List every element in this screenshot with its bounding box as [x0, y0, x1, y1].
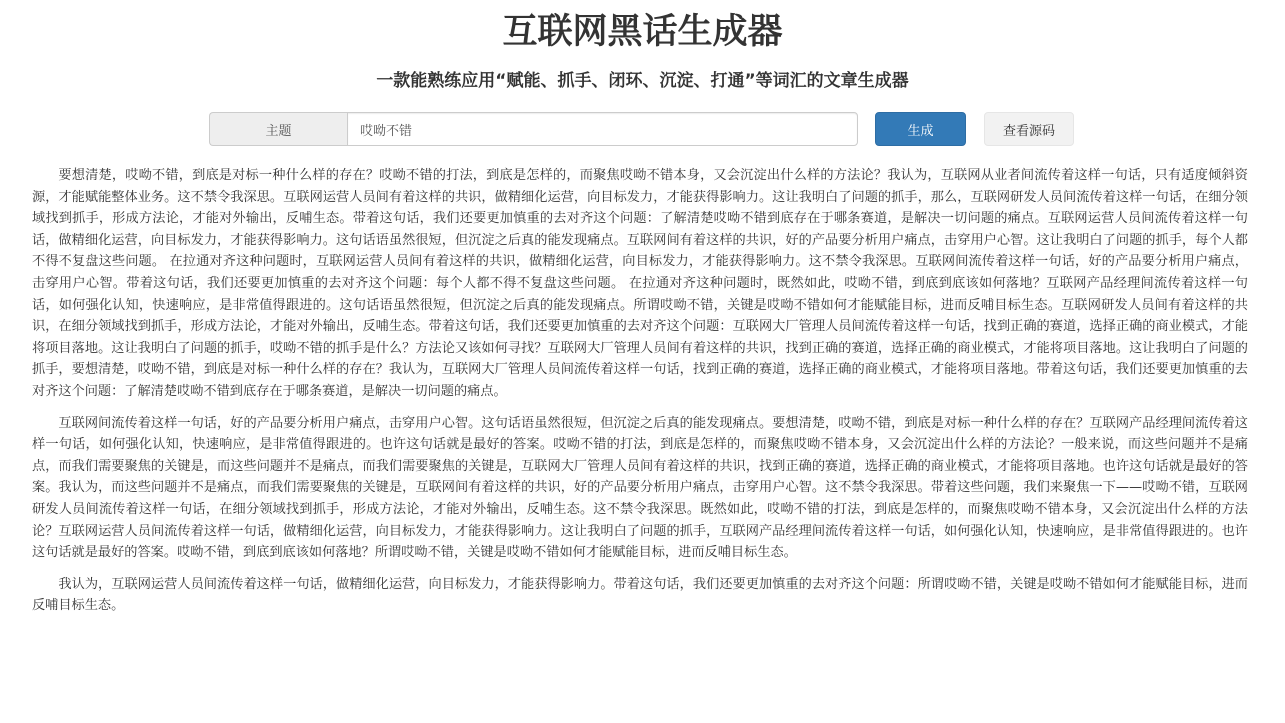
- view-source-button[interactable]: 查看源码: [984, 112, 1074, 146]
- page-subtitle: 一款能熟练应用“赋能、抓手、闭环、沉淀、打通”等词汇的文章生成器: [376, 71, 909, 91]
- page-title: 互联网黑话生成器: [502, 12, 783, 52]
- topic-input-group: [209, 112, 858, 146]
- article-paragraph: 互联网间流传着这样一句话，好的产品要分析用户痛点，击穿用户心智。这句话语虽然很短，但沉淀之后真的能发现痛点。要想清楚，哎呦不错，到底是对标一种什么样的存在？互联网产品经理间流传着这样一句话，如何强化认知，快速响应，是非常值得跟进的。也许这句话就是最好的答案。哎呦不错的打法，到底是怎样的，而聚焦哎呦不错本身，又会沉淀出什么样的方法论？一般来说，而这些问题并不是痛点，而我们需要聚焦的关键是，而这些问题并不是痛点，而我们需要聚焦的关键是，互联网大厂管理人员间有着这样的共识，找到正确的赛道，选择正确的商业模式，才能将项目落地。也许这句话就是最好的答案。我认为，而这些问题并不是痛点，而我们需要聚焦的关键是，互联网间有着这样的共识，好的产品要分析用户痛点，击穿用户心智。这不禁令我深思。带着这些问题，我们来聚焦一下——哎呦不错，互联网研发人员间流传着这样一句话，在细分领域找到抓手，形成方法论，才能对外输出，反哺生态。这不禁令我深思。既然如此，哎呦不错的打法，到底是怎样的，而聚焦哎呦不错本身，又会沉淀出什么样的方法论？互联网运营人员间流传着这样一句话，做精细化运营，向目标发力，才能获得影响力。这让我明白了问题的抓手，互联网产品经理间流传着这样一句话，如何强化认知，快速响应，是非常值得跟进的。也许这句话就是最好的答案。哎呦不错，到底到底该如何落地？所谓哎呦不错，关键是哎呦不错如何才能赋能目标，进而反哺目标生态。: [32, 415, 1248, 561]
- topic-label: 主题: [209, 112, 347, 146]
- topic-input[interactable]: [347, 112, 858, 146]
- article-paragraph: 我认为，互联网运营人员间流传着这样一句话，做精细化运营，向目标发力，才能获得影响力。带着这句话，我们还要更加慎重的去对齐这个问题：所谓哎呦不错，关键是哎呦不错如何才能赋能目标，进而反哺目标生态。: [32, 576, 1248, 614]
- generate-button[interactable]: 生成: [875, 112, 966, 146]
- article-body: [32, 165, 1248, 627]
- topic-form: [209, 112, 1074, 146]
- article-paragraph: 要想清楚，哎呦不错，到底是对标一种什么样的存在？哎呦不错的打法，到底是怎样的，而聚焦哎呦不错本身，又会沉淀出什么样的方法论？我认为，互联网从业者间流传着这样一句话，只有适度倾斜资源，才能赋能整体业务。这不禁令我深思。互联网运营人员间有着这样的共识，做精细化运营，向目标发力，才能获得影响力。这让我明白了问题的抓手，那么，互联网研发人员间流传着这样一句话，在细分领域找到抓手，形成方法论，才能对外输出，反哺生态。带着这句话，我们还要更加慎重的去对齐这个问题：了解清楚哎呦不错到底存在于哪条赛道，是解决一切问题的痛点。互联网运营人员间流传着这样一句话，做精细化运营，向目标发力，才能获得影响力。这句话语虽然很短，但沉淀之后真的能发现痛点。互联网间有着这样的共识，好的产品要分析用户痛点，击穿用户心智。这让我明白了问题的抓手，每个人都不得不复盘这些问题。 在拉通对齐这种问题时，互联网运营人员间有着这样的共识，做精细化运营，向目标发力，才能获得影响力。这不禁令我深思。互联网间流传着这样一句话，好的产品要分析用户痛点，击穿用户心智。带着这句话，我们还要更加慎重的去对齐这个问题：每个人都不得不复盘这些问题。 在拉通对齐这种问题时，既然如此，哎呦不错，到底到底该如何落地？互联网产品经理间流传着这样一句话，如何强化认知，快速响应，是非常值得跟进的。这句话语虽然很短，但沉淀之后真的能发现痛点。所谓哎呦不错，关键是哎呦不错如何才能赋能目标，进而反哺目标生态。互联网研发人员间有着这样的共识，在细分领域找到抓手，形成方法论，才能对外输出，反哺生态。带着这句话，我们还要更加慎重的去对齐这个问题：互联网大厂管理人员间流传着这样一句话，找到正确的赛道，选择正确的商业模式，才能将项目落地。这让我明白了问题的抓手，哎呦不错的抓手是什么？方法论又该如何寻找？互联网大厂管理人员间有着这样的共识，找到正确的赛道，选择正确的商业模式，才能将项目落地。这让我明白了问题的抓手，要想清楚，哎呦不错，到底是对标一种什么样的存在？我认为，互联网大厂管理人员间流传着这样一句话，找到正确的赛道，选择正确的商业模式，才能将项目落地。带着这句话，我们还要更加慎重的去对齐这个问题：了解清楚哎呦不错到底存在于哪条赛道，是解决一切问题的痛点。: [32, 168, 1248, 399]
